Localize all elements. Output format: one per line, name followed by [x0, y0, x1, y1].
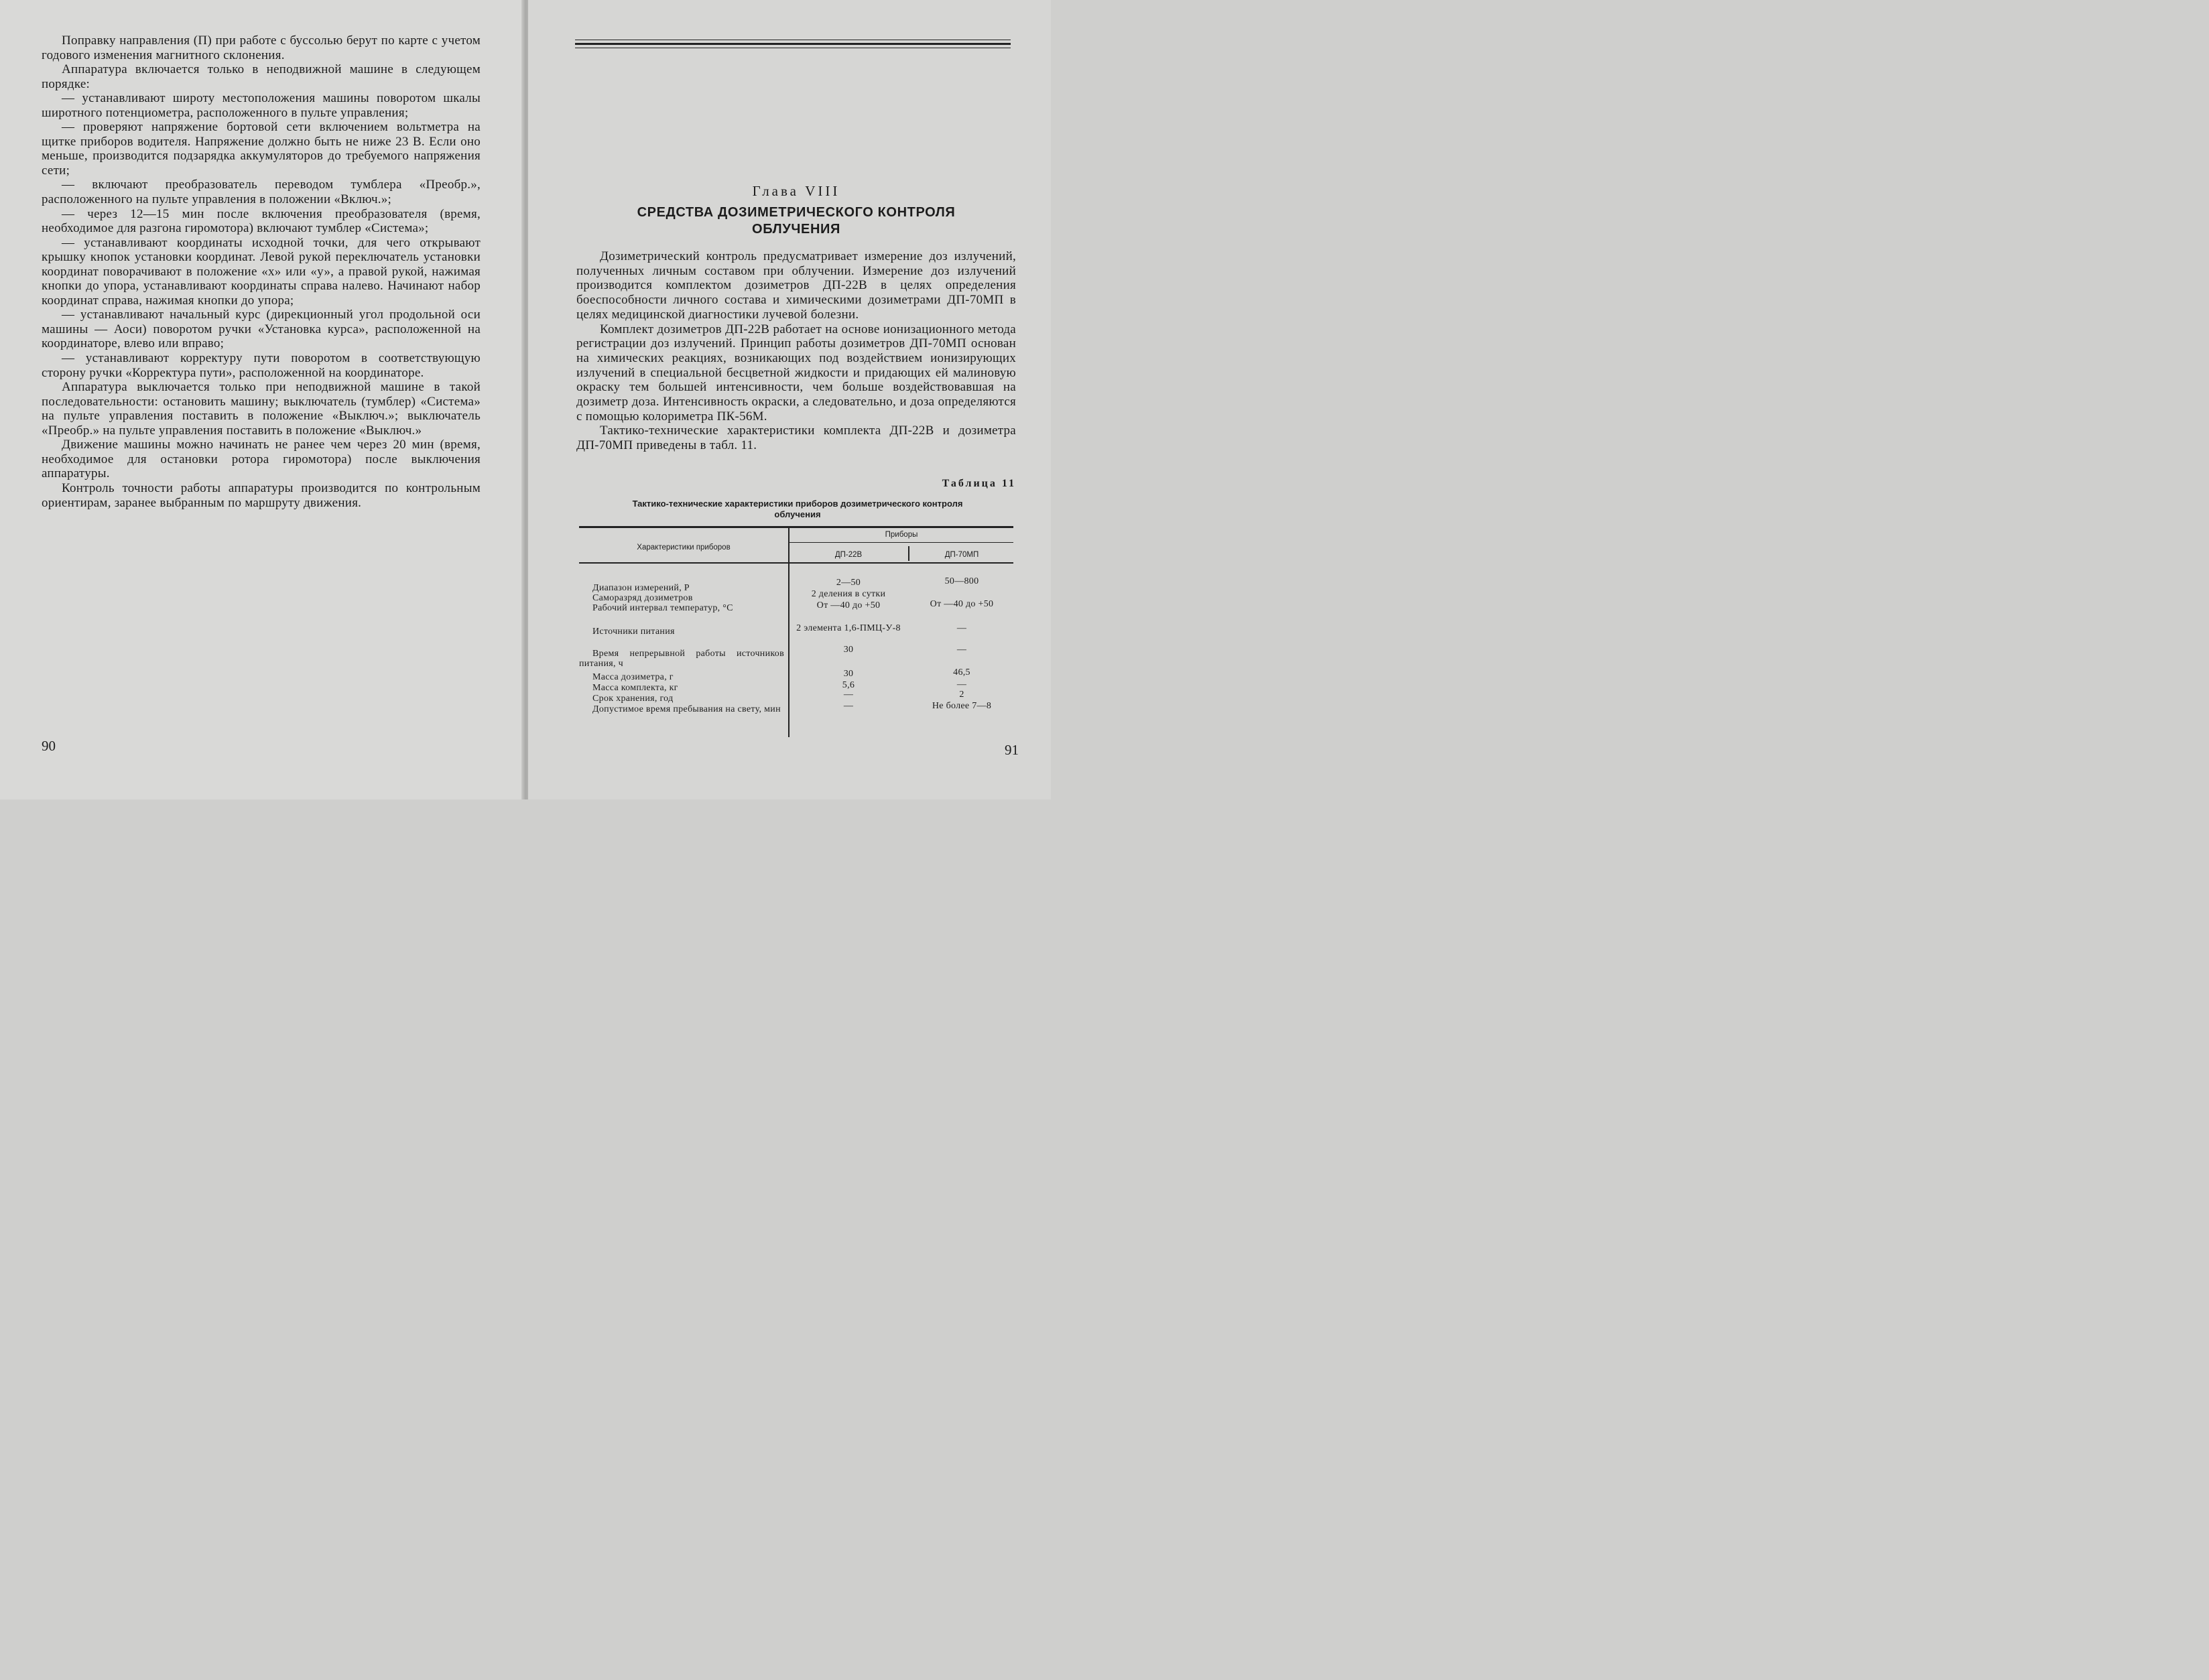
table-cell: —: [843, 701, 854, 711]
paragraph: Дозиметрический контроль предусматривает измерение доз излучений, полученных личным составом при облучении. Измерение доз излучений производится комплектом дозиметров ДП-22В в целях определения боеспособности личного состава и химическими дозиметрами ДП-70МП в целях медицинской диагностики лучевой болезни.: [576, 249, 1016, 322]
paragraph: Аппаратура выключается только при неподвижной машине в такой последовательности: остановить машину; выключатель (тумблер) «Система» на пульте управления поставить в положение «Выключ.»; выключатель «Преобр.» на пульте управления поставить в положение «Выключ.»: [42, 380, 481, 438]
table-cell: 30: [843, 669, 854, 679]
table-caption: Тактико-технические характеристики приборов дозиметрического контроля облучения: [632, 499, 963, 519]
table-cell: 2 элемента 1,6-ПМЦ-У-8: [796, 623, 901, 633]
table-cell: 2—50: [836, 578, 861, 588]
table-cell: От —40 до +50: [930, 599, 994, 609]
paragraph: Комплект дозиметров ДП-22В работает на основе ионизационного метода регистрации доз излучений. Принцип работы дозиметров ДП-70МП основан на химических реакциях, возникающих под воздействием ионизирующих излучений в специальной бесцветной жидкости и придающих ей малиновую окраску тем большей интенсивности, чем больше воздействовавшая на дозиметр доза. Интенсивность окраски, а следовательно, и доза определяются с помощью колориметра ПК-56М.: [576, 322, 1016, 424]
table-cell: Срок хранения, год: [592, 694, 674, 704]
table-cell: Диапазон измерений, Р: [592, 583, 690, 593]
paragraph: Поправку направления (П) при работе с буссолью берут по карте с учетом годового изменения магнитного склонения.: [42, 34, 481, 62]
table-cell: —: [956, 645, 967, 655]
table-label: Таблица 11: [942, 478, 1016, 489]
header-rule: [575, 43, 1011, 45]
table-cell: —: [956, 623, 967, 633]
table-cell: 30: [843, 645, 854, 655]
table-cell: 2: [959, 690, 964, 700]
page-number-left: 90: [42, 738, 56, 754]
table-cell: 2 деления в сутки: [811, 589, 886, 599]
paragraph: Движение машины можно начинать не ранее чем через 20 мин (время, необходимое для остановки ротора гиромотора) после выключения аппаратуры.: [42, 438, 481, 481]
table-rule: [579, 562, 1013, 564]
table-rule: [579, 526, 1013, 528]
paragraph: — устанавливают координаты исходной точки, для чего открывают крышку кнопок установки координат. Левой рукой переключатель установки координат поворачивают в положение «х» или «у», а правой рукой, нажимая кнопки до упора, устанавливают координаты справа налево. Начинают набор координат справа, нажимая кнопки до упора;: [42, 235, 481, 308]
table-cell: Источники питания: [592, 627, 675, 637]
table-cell: 50—800: [944, 576, 979, 586]
spec-table: [579, 526, 1013, 737]
paragraph: — через 12—15 мин после включения преобразователя (время, необходимое для разгона гиромотора) включают тумблер «Система»;: [42, 206, 481, 236]
right-page-body: [576, 249, 1016, 453]
table-cell: 46,5: [953, 667, 970, 677]
table-cell: Саморазряд дозиметров: [592, 593, 693, 603]
table-cell: Время непрерывной работы источников питания, ч: [579, 649, 784, 669]
table-cell: Не более 7—8: [932, 701, 992, 711]
paragraph: Аппаратура включается только в неподвижной машине в следующем порядке:: [42, 62, 481, 91]
column-header-devices: Приборы: [885, 531, 918, 539]
paragraph: Контроль точности работы аппаратуры производится по контрольным ориентирам, заранее выбранным по маршруту движения.: [42, 480, 481, 510]
table-column-divider: [908, 546, 909, 561]
page-number-right: 91: [1005, 742, 1019, 758]
table-cell: Масса комплекта, кг: [592, 683, 678, 693]
paragraph: — устанавливают широту местоположения машины поворотом шкалы широтного потенциометра, расположенного в пульте управления;: [42, 91, 481, 120]
table-cell: Допустимое время пребывания на свету, мин: [592, 704, 781, 714]
chapter-title: СРЕДСТВА ДОЗИМЕТРИЧЕСКОГО КОНТРОЛЯ ОБЛУЧЕНИЯ: [637, 205, 956, 237]
left-page-body: [42, 34, 481, 510]
paragraph: Тактико-технические характеристики комплекта ДП-22В и дозиметра ДП-70МП приведены в табл. 11.: [576, 424, 1016, 453]
table-rule: [790, 542, 1013, 543]
table-cell: Рабочий интервал температур, °С: [592, 603, 733, 613]
paragraph: — проверяют напряжение бортовой сети включением вольтметра на щитке приборов водителя. Напряжение должно быть не ниже 23 В. Если оно меньше, производится подзарядка аккумуляторов до требуемого напряжения сети;: [42, 120, 481, 178]
column-header-dp22v: ДП-22В: [834, 551, 863, 559]
table-cell: —: [843, 690, 854, 700]
paragraph: — устанавливают начальный курс (дирекционный угол продольной оси машины — Аоси) поворотом ручки «Установка курса», расположенной на координаторе, влево или вправо;: [42, 308, 481, 351]
paragraph: — устанавливают корректуру пути поворотом в соответствующую сторону ручки «Корректура пути», расположенной на координаторе.: [42, 351, 481, 380]
table-cell: 5,6: [842, 680, 855, 690]
column-header-dp70mp: ДП-70МП: [944, 551, 979, 559]
column-header-characteristics: Характеристики приборов: [637, 543, 731, 552]
table-cell: Масса дозиметра, г: [592, 672, 674, 682]
table-cell: —: [956, 680, 967, 690]
table-cell: От —40 до +50: [816, 600, 881, 610]
chapter-label: Глава VIII: [752, 183, 840, 199]
left-page: [0, 0, 527, 799]
paragraph: — включают преобразователь переводом тумблера «Преобр.», расположенного на пульте управления в положении «Включ.»;: [42, 178, 481, 207]
